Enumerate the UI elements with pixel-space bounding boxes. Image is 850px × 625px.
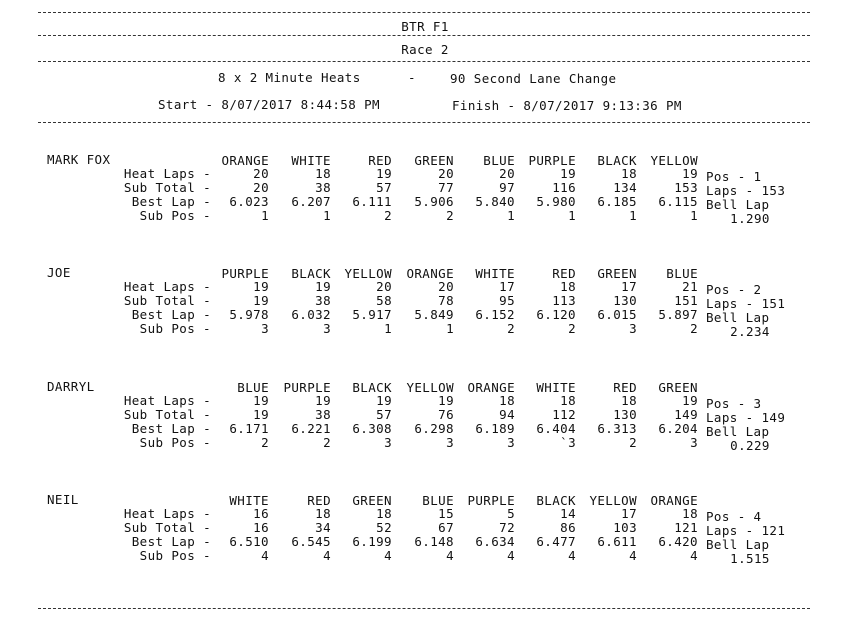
racer-block bbox=[0, 492, 850, 584]
heat-laps-value: 18 bbox=[682, 506, 698, 521]
best-lap-value: 6.115 bbox=[658, 194, 698, 209]
lane-header: WHITE bbox=[475, 266, 515, 281]
position: Pos - 2 bbox=[706, 282, 762, 297]
row-label-best-lap: Best Lap - bbox=[131, 307, 211, 322]
sub-pos-value: 2 bbox=[568, 321, 576, 336]
best-lap-value: 6.171 bbox=[229, 421, 269, 436]
sub-pos-value: 1 bbox=[568, 208, 576, 223]
lane-header: PURPLE bbox=[467, 493, 515, 508]
best-lap-value: 5.917 bbox=[352, 307, 392, 322]
sub-total-value: 151 bbox=[674, 293, 698, 308]
heat-laps-value: 17 bbox=[621, 279, 637, 294]
sub-pos-value: 2 bbox=[446, 208, 454, 223]
sub-total-value: 16 bbox=[253, 520, 269, 535]
best-lap-value: 6.152 bbox=[475, 307, 515, 322]
heat-laps-value: 17 bbox=[499, 279, 515, 294]
bell-lap-value: 1.290 bbox=[730, 211, 770, 226]
lane-header: BLUE bbox=[422, 493, 454, 508]
heat-laps-value: 18 bbox=[315, 506, 331, 521]
sub-total-value: 19 bbox=[253, 293, 269, 308]
start-time: Start - 8/07/2017 8:44:58 PM bbox=[158, 97, 380, 112]
report-title: BTR F1 bbox=[401, 19, 449, 34]
best-lap-value: 6.120 bbox=[536, 307, 576, 322]
heat-laps-value: 19 bbox=[253, 393, 269, 408]
sub-pos-value: 2 bbox=[384, 208, 392, 223]
sub-pos-value: 1 bbox=[446, 321, 454, 336]
heat-laps-value: 19 bbox=[682, 166, 698, 181]
heat-laps-value: 19 bbox=[315, 279, 331, 294]
sub-total-value: 38 bbox=[315, 407, 331, 422]
row-label-heat-laps: Heat Laps - bbox=[123, 506, 211, 521]
best-lap-value: 6.221 bbox=[291, 421, 331, 436]
lane-header: GREEN bbox=[597, 266, 637, 281]
best-lap-value: 6.189 bbox=[475, 421, 515, 436]
sub-total-value: 153 bbox=[674, 180, 698, 195]
sub-total-value: 78 bbox=[438, 293, 454, 308]
bell-lap-value: 1.515 bbox=[730, 551, 770, 566]
divider bbox=[38, 35, 810, 36]
heat-laps-value: 18 bbox=[560, 279, 576, 294]
position: Pos - 4 bbox=[706, 509, 762, 524]
best-lap-value: 5.980 bbox=[536, 194, 576, 209]
best-lap-value: 6.032 bbox=[291, 307, 331, 322]
bell-lap-label: Bell Lap bbox=[706, 424, 770, 439]
best-lap-value: 6.148 bbox=[414, 534, 454, 549]
position: Pos - 1 bbox=[706, 169, 762, 184]
row-label-sub-pos: Sub Pos - bbox=[139, 321, 211, 336]
best-lap-value: 6.204 bbox=[658, 421, 698, 436]
lane-header: RED bbox=[613, 380, 637, 395]
sub-pos-value: 1 bbox=[384, 321, 392, 336]
sub-pos-value: 1 bbox=[323, 208, 331, 223]
lane-header: BLUE bbox=[237, 380, 269, 395]
racer-block bbox=[0, 152, 850, 244]
sub-pos-value: 1 bbox=[507, 208, 515, 223]
heat-laps-value: 19 bbox=[682, 393, 698, 408]
heat-laps-value: 18 bbox=[560, 393, 576, 408]
sub-total-value: 103 bbox=[613, 520, 637, 535]
sub-pos-value: 1 bbox=[261, 208, 269, 223]
sub-total-value: 94 bbox=[499, 407, 515, 422]
heat-laps-value: 14 bbox=[560, 506, 576, 521]
finish-time: Finish - 8/07/2017 9:13:36 PM bbox=[452, 98, 682, 113]
sub-pos-value: 4 bbox=[507, 548, 515, 563]
lane-header: GREEN bbox=[414, 153, 454, 168]
sub-pos-value: 2 bbox=[261, 435, 269, 450]
lane-header: RED bbox=[368, 153, 392, 168]
divider bbox=[38, 122, 810, 123]
sub-total-value: 19 bbox=[253, 407, 269, 422]
sub-total-value: 86 bbox=[560, 520, 576, 535]
sub-total-value: 130 bbox=[613, 293, 637, 308]
best-lap-value: 6.420 bbox=[658, 534, 698, 549]
heat-laps-value: 18 bbox=[315, 166, 331, 181]
best-lap-value: 6.308 bbox=[352, 421, 392, 436]
heat-laps-value: 18 bbox=[499, 393, 515, 408]
lane-header: PURPLE bbox=[221, 266, 269, 281]
row-label-heat-laps: Heat Laps - bbox=[123, 279, 211, 294]
sub-pos-value: 1 bbox=[690, 208, 698, 223]
sub-total-value: 134 bbox=[613, 180, 637, 195]
heat-laps-value: 17 bbox=[621, 506, 637, 521]
lane-header: ORANGE bbox=[221, 153, 269, 168]
heat-laps-value: 18 bbox=[621, 166, 637, 181]
sub-pos-value: 1 bbox=[629, 208, 637, 223]
lane-header: ORANGE bbox=[650, 493, 698, 508]
total-laps: Laps - 149 bbox=[706, 410, 786, 425]
sub-pos-value: 4 bbox=[568, 548, 576, 563]
heat-laps-value: 20 bbox=[438, 279, 454, 294]
row-label-sub-total: Sub Total - bbox=[123, 407, 211, 422]
total-laps: Laps - 153 bbox=[706, 183, 786, 198]
best-lap-value: 6.611 bbox=[597, 534, 637, 549]
heat-laps-value: 20 bbox=[376, 279, 392, 294]
position: Pos - 3 bbox=[706, 396, 762, 411]
bell-lap-label: Bell Lap bbox=[706, 537, 770, 552]
lane-header: BLUE bbox=[666, 266, 698, 281]
racer-name: MARK FOX bbox=[47, 152, 111, 167]
row-label-sub-total: Sub Total - bbox=[123, 293, 211, 308]
heat-laps-value: 18 bbox=[376, 506, 392, 521]
sub-total-value: 130 bbox=[613, 407, 637, 422]
lane-header: BLACK bbox=[536, 493, 576, 508]
lane-header: GREEN bbox=[352, 493, 392, 508]
racer-name: DARRYL bbox=[47, 379, 95, 394]
lane-header: GREEN bbox=[658, 380, 698, 395]
row-label-best-lap: Best Lap - bbox=[131, 534, 211, 549]
lane-header: WHITE bbox=[291, 153, 331, 168]
sub-pos-value: 4 bbox=[629, 548, 637, 563]
best-lap-value: 6.185 bbox=[597, 194, 637, 209]
divider-top bbox=[38, 12, 810, 13]
best-lap-value: 6.111 bbox=[352, 194, 392, 209]
lane-header: YELLOW bbox=[406, 380, 454, 395]
sub-total-value: 112 bbox=[552, 407, 576, 422]
sub-pos-value: 3 bbox=[323, 321, 331, 336]
sub-pos-value: 2 bbox=[690, 321, 698, 336]
heat-laps-value: 16 bbox=[253, 506, 269, 521]
lane-header: YELLOW bbox=[344, 266, 392, 281]
sub-total-value: 20 bbox=[253, 180, 269, 195]
best-lap-value: 6.023 bbox=[229, 194, 269, 209]
lane-header: BLACK bbox=[597, 153, 637, 168]
heat-laps-value: 19 bbox=[438, 393, 454, 408]
racer-name: JOE bbox=[47, 265, 71, 280]
sub-total-value: 57 bbox=[376, 407, 392, 422]
sub-total-value: 116 bbox=[552, 180, 576, 195]
heat-laps-value: 5 bbox=[507, 506, 515, 521]
heat-laps-value: 19 bbox=[376, 393, 392, 408]
heat-laps-value: 18 bbox=[621, 393, 637, 408]
row-label-best-lap: Best Lap - bbox=[131, 194, 211, 209]
heat-laps-value: 19 bbox=[560, 166, 576, 181]
sub-pos-value: 3 bbox=[507, 435, 515, 450]
heat-laps-value: 20 bbox=[253, 166, 269, 181]
heat-laps-value: 19 bbox=[253, 279, 269, 294]
sub-pos-value: 4 bbox=[384, 548, 392, 563]
sub-total-value: 95 bbox=[499, 293, 515, 308]
sub-total-value: 67 bbox=[438, 520, 454, 535]
sub-pos-value: 4 bbox=[690, 548, 698, 563]
sub-total-value: 38 bbox=[315, 293, 331, 308]
lane-header: PURPLE bbox=[528, 153, 576, 168]
sub-pos-value: 3 bbox=[629, 321, 637, 336]
lane-header: YELLOW bbox=[589, 493, 637, 508]
lane-header: RED bbox=[307, 493, 331, 508]
heats-info: 8 x 2 Minute Heats bbox=[218, 70, 361, 85]
bell-lap-label: Bell Lap bbox=[706, 197, 770, 212]
sub-pos-value: 3 bbox=[261, 321, 269, 336]
bell-lap-label: Bell Lap bbox=[706, 310, 770, 325]
lane-header: BLACK bbox=[352, 380, 392, 395]
row-label-sub-pos: Sub Pos - bbox=[139, 548, 211, 563]
row-label-heat-laps: Heat Laps - bbox=[123, 393, 211, 408]
row-label-sub-total: Sub Total - bbox=[123, 520, 211, 535]
lane-header: RED bbox=[552, 266, 576, 281]
heat-laps-value: 20 bbox=[438, 166, 454, 181]
heat-laps-value: 15 bbox=[438, 506, 454, 521]
best-lap-value: 5.849 bbox=[414, 307, 454, 322]
heat-laps-value: 19 bbox=[376, 166, 392, 181]
row-label-heat-laps: Heat Laps - bbox=[123, 166, 211, 181]
sub-total-value: 149 bbox=[674, 407, 698, 422]
total-laps: Laps - 121 bbox=[706, 523, 786, 538]
sub-total-value: 57 bbox=[376, 180, 392, 195]
lane-header: ORANGE bbox=[406, 266, 454, 281]
row-label-sub-pos: Sub Pos - bbox=[139, 435, 211, 450]
sub-total-value: 72 bbox=[499, 520, 515, 535]
total-laps: Laps - 151 bbox=[706, 296, 786, 311]
heat-laps-value: 21 bbox=[682, 279, 698, 294]
lane-header: WHITE bbox=[536, 380, 576, 395]
bell-lap-value: 0.229 bbox=[730, 438, 770, 453]
best-lap-value: 6.313 bbox=[597, 421, 637, 436]
sub-total-value: 76 bbox=[438, 407, 454, 422]
divider bbox=[38, 61, 810, 62]
sub-total-value: 77 bbox=[438, 180, 454, 195]
divider-bottom bbox=[38, 608, 810, 609]
best-lap-value: 6.404 bbox=[536, 421, 576, 436]
sub-pos-value: `3 bbox=[560, 435, 576, 450]
sub-pos-value: 4 bbox=[323, 548, 331, 563]
sub-total-value: 97 bbox=[499, 180, 515, 195]
heat-laps-value: 19 bbox=[315, 393, 331, 408]
heat-laps-value: 20 bbox=[499, 166, 515, 181]
lane-change-info: 90 Second Lane Change bbox=[450, 71, 617, 86]
racer-name: NEIL bbox=[47, 492, 79, 507]
best-lap-value: 6.510 bbox=[229, 534, 269, 549]
row-label-sub-total: Sub Total - bbox=[123, 180, 211, 195]
row-label-sub-pos: Sub Pos - bbox=[139, 208, 211, 223]
sub-total-value: 113 bbox=[552, 293, 576, 308]
best-lap-value: 5.897 bbox=[658, 307, 698, 322]
racer-block bbox=[0, 379, 850, 471]
sub-pos-value: 3 bbox=[690, 435, 698, 450]
best-lap-value: 6.207 bbox=[291, 194, 331, 209]
best-lap-value: 6.015 bbox=[597, 307, 637, 322]
best-lap-value: 5.906 bbox=[414, 194, 454, 209]
sub-pos-value: 3 bbox=[446, 435, 454, 450]
racer-block bbox=[0, 265, 850, 357]
best-lap-value: 5.978 bbox=[229, 307, 269, 322]
best-lap-value: 6.199 bbox=[352, 534, 392, 549]
bell-lap-value: 2.234 bbox=[730, 324, 770, 339]
best-lap-value: 6.545 bbox=[291, 534, 331, 549]
sub-pos-value: 4 bbox=[446, 548, 454, 563]
sub-total-value: 38 bbox=[315, 180, 331, 195]
sub-pos-value: 2 bbox=[507, 321, 515, 336]
sub-total-value: 34 bbox=[315, 520, 331, 535]
sub-pos-value: 2 bbox=[629, 435, 637, 450]
sub-total-value: 52 bbox=[376, 520, 392, 535]
lane-header: BLUE bbox=[483, 153, 515, 168]
sub-pos-value: 2 bbox=[323, 435, 331, 450]
lane-header: PURPLE bbox=[283, 380, 331, 395]
lane-header: WHITE bbox=[229, 493, 269, 508]
sub-total-value: 58 bbox=[376, 293, 392, 308]
header-separator: - bbox=[408, 70, 416, 85]
lane-header: BLACK bbox=[291, 266, 331, 281]
race-title: Race 2 bbox=[401, 42, 449, 57]
sub-pos-value: 4 bbox=[261, 548, 269, 563]
lane-header: YELLOW bbox=[650, 153, 698, 168]
best-lap-value: 5.840 bbox=[475, 194, 515, 209]
row-label-best-lap: Best Lap - bbox=[131, 421, 211, 436]
sub-pos-value: 3 bbox=[384, 435, 392, 450]
best-lap-value: 6.298 bbox=[414, 421, 454, 436]
best-lap-value: 6.634 bbox=[475, 534, 515, 549]
lane-header: ORANGE bbox=[467, 380, 515, 395]
sub-total-value: 121 bbox=[674, 520, 698, 535]
best-lap-value: 6.477 bbox=[536, 534, 576, 549]
